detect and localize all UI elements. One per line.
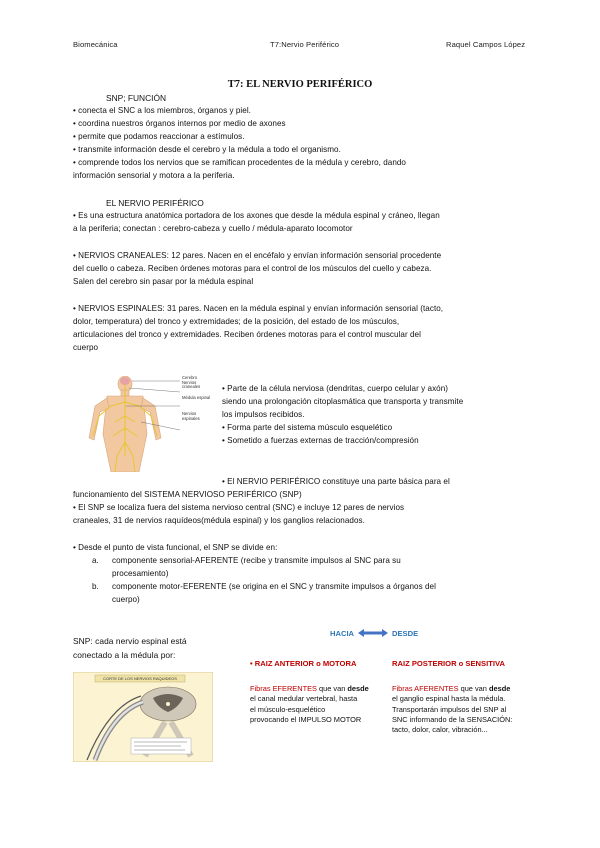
snp-line-4: craneales, 31 de nervios raquídeos(médula espinal) y los ganglios relacionados. [73,516,365,525]
espinales-line-1: • NERVIOS ESPINALES: 31 pares. Nacen en la médula espinal y envían información sensorial (tacto, [73,304,444,313]
item-a-line-1: componente sensorial-AFERENTE (recibe y transmite impulsos al SNC para su [112,556,401,565]
item-a-marker: a. [92,556,99,565]
raiz-anterior: • RAIZ ANTERIOR o MOTORA [250,659,357,668]
eferentes-w1: Fibras EFERENTES [250,684,317,693]
eferentes-text [250,684,369,725]
item-a-line-2: procesamiento) [112,569,169,578]
raiz-posterior: RAIZ POSTERIOR o SENSITIVA [392,659,505,668]
side-line-5: • Sometido a fuerzas externas de tracción/compresión [222,436,419,445]
side-line-4: • Forma parte del sistema músculo esquelético [222,423,393,432]
espinales-line-4: cuerpo [73,343,99,352]
eferentes-l3: el músculo-esquelético [250,704,326,714]
aferentes-l4: SNC informando de la SENSACIÓN: [392,714,513,724]
funcion-line-1: • conecta el SNC a los miembros, órganos y piel. [73,106,251,115]
craneales-line-2: del cuello o cabeza. Reciben órdenes motoras para el control de los músculos del cuello y cabeza. [73,264,432,273]
snp-line-3: • El SNP se localiza fuera del sistema nervioso central (SNC) e incluye 12 pares de nervios [73,503,405,512]
eferentes-w2: que van [316,684,348,693]
espinales-line-3: articulaciones del tronco y extremidades. Reciben órdenes motoras para el control muscular del [73,330,421,339]
label-nervios-craneales: Nervios craneales [182,379,201,390]
double-arrow-icon [357,628,389,638]
desde-label: DESDE [392,629,419,638]
eferentes-w3: desde [347,684,369,693]
funcional-intro: • Desde el punto de vista funcional, el SNP se divide en: [73,543,278,552]
snp-funcion-heading: SNP; FUNCIÓN [106,93,167,103]
spinal-nerve-diagram [73,672,213,762]
aferentes-text [392,684,512,735]
diagram-title: CORTE DE LOS NERVIOS RAQUIDEOS [103,676,177,682]
item-b-marker: b. [92,582,99,591]
caption-line-2: conectado a la médula por: [73,650,176,660]
header-left: Biomecánica [73,40,118,49]
aferentes-w3: desde [488,684,511,693]
funcion-line-3: • permite que podamos reaccionar a estímulos. [73,132,245,141]
funcion-line-5: • comprende todos los nervios que se ramifican procedentes de la médula y cerebro, dando [73,158,406,167]
header-center: T7:Nervio Periférico [270,40,340,49]
craneales-line-3: Salen del cerebro sin pasar por la médula espinal [73,277,254,286]
page-title: T7: EL NERVIO PERIFÉRICO [227,79,373,90]
aferentes-w2: que van [458,684,489,693]
aferentes-l5: tacto, dolor, calor, vibración... [392,725,488,735]
caption-line-1: SNP: cada nervio espinal está [73,636,187,646]
funcion-line-2: • coordina nuestros órganos internos por medio de axones [73,119,286,128]
label-nervios-espinales: Nervios espinales [182,411,200,421]
espinales-line-2: dolor, temperatura) del tronco y extremidades; de la posición, del estado de los músculos, [73,317,400,326]
aferentes-w1: Fibras AFERENTES [392,684,459,693]
nervio-heading: EL NERVIO PERIFÉRICO [106,198,204,208]
snp-line-2: funcionamiento del SISTEMA NERVIOSO PERIFÉRICO (SNP) [73,490,302,499]
side-line-3: los impulsos recibidos. [222,410,305,419]
hacia-label: HACIA [330,629,355,638]
item-b-line-2: cuerpo) [112,595,140,604]
funcion-line-4: • transmite información desde el cerebro y la médula a todo el organismo. [73,145,341,154]
snp-line-1: • El NERVIO PERIFÉRICO constituye una parte básica para el [222,477,450,486]
funcion-line-6: información sensorial y motora a la periferia. [73,171,235,180]
nervio-line-2: a la periferia; conectan : cerebro-cabeza y cuello / médula-aparato locomotor [73,224,353,233]
side-line-1: • Parte de la célula nerviosa (dendritas, cuerpo celular y axón) [222,384,449,393]
item-b-line-1: componente motor-EFERENTE (se origina en el SNC y transmite impulsos a órganos del [112,582,436,591]
label-medula: Médula espinal [182,394,211,400]
craneales-line-1: • NERVIOS CRANEALES: 12 pares. Nacen en el encéfalo y envían información sensorial procedente [73,251,442,260]
aferentes-l3: Transportarán impulsos del SNP al [392,704,507,714]
aferentes-l2: el ganglio espinal hasta la médula. [392,694,506,704]
eferentes-l4: provocando el IMPULSO MOTOR [250,714,362,724]
header-right: Raquel Campos López [446,40,526,49]
side-line-2: siendo una prolongación citoplasmática que transporta y transmite [222,397,464,406]
nervio-line-1: • Es una estructura anatómica portadora de los axones que desde la médula espinal y cráneo, llegan [73,211,440,220]
eferentes-l2: el canal medular vertebral, hasta [250,694,358,704]
label-cerebro: Cerebro [182,375,198,380]
